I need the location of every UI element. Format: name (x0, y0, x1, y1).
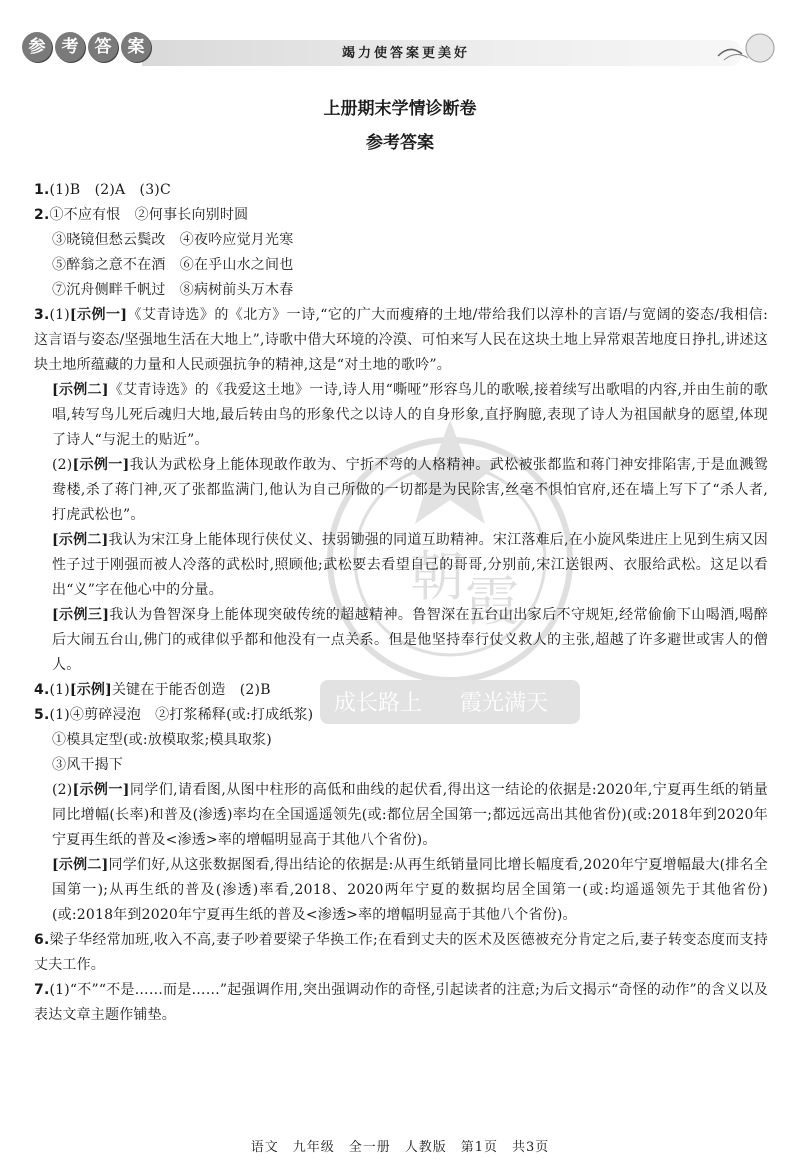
answer-text: (1)④剪碎浸泡 ②打浆稀释(或:打成纸浆) (49, 707, 314, 723)
answer-line (34, 228, 768, 253)
answer-text: ③风干揭下 (52, 757, 123, 773)
answer-content (34, 178, 768, 1028)
answer-line (34, 253, 768, 278)
answer-text: 《艾青诗选》的《我爱这土地》一诗,诗人用“嘶哑”形容鸟儿的歌喉,接着续写出歌唱的内容,并由生前的歌唱,转写鸟儿死后魂归大地,最后转由鸟的形象代之以诗人的自身形象,直抒胸臆,表现了诗人为祖国献身的愿望,体现了诗人“与泥土的贴近”。 (52, 382, 769, 448)
sub-number: (1) (49, 307, 70, 323)
answer-line (34, 978, 768, 1028)
question-number: 7. (34, 982, 50, 998)
watermark-slogan: 成长路上 (334, 691, 423, 716)
answer-line (34, 453, 768, 528)
example-label: [示例一] (72, 782, 130, 798)
question-number: 1. (34, 182, 50, 198)
answer-line (34, 303, 768, 378)
page-title: 上册期末学情诊断卷 (323, 99, 477, 119)
answer-text: ③晓镜但愁云鬓改 ④夜吟应觉月光寒 (52, 232, 294, 248)
example-label: [示例二] (52, 857, 109, 873)
sub-number: (1) (49, 682, 70, 698)
answer-line (34, 703, 768, 728)
answer-text: 我认为武松身上能体现敢作敢为、宁折不弯的人格精神。武松被张都监和蒋门神安排陷害,于是血溅鸳鸯楼,杀了蒋门神,灭了张都监满门,他认为自己所做的一切都是为民除害,丝毫不惧怕官府,还在墙上写下了“杀人者,打虎武松也”。 (52, 457, 769, 523)
answer-line (34, 178, 768, 203)
page-footer: 语文 九年级 全一册 人教版 第1页 共3页 (250, 1140, 550, 1155)
answer-text: ⑤醉翁之意不在酒 ⑥在乎山水之间也 (52, 257, 294, 273)
logo-char: 参 (22, 32, 52, 62)
question-number: 5. (34, 707, 50, 723)
watermark-char: 朝 (410, 545, 464, 608)
watermark-slogan: 霞光满天 (460, 691, 549, 716)
answer-text: 我认为宋江身上能体现行侠仗义、扶弱锄强的同道互助精神。宋江落难后,在小旋风柴进庄上见到生病又因性子过于刚强而被人冷落的武松时,照顾他;武松要去看望自己的哥哥,分别前,宋江送银两、衣服给武松。这足以看出“义”字在他心中的分量。 (52, 532, 768, 598)
answer-text: ⑦沉舟侧畔千帆过 ⑧病树前头万木春 (52, 282, 294, 298)
answer-line (34, 203, 768, 228)
answer-text: 《艾青诗选》的《北方》一诗,“它的广大而瘦瘠的土地/带给我们以淳朴的言语/与宽阔的姿态/我相信:这言语与姿态/坚强地生活在大地上”,诗歌中借大环境的冷漠、可怕来写人民在这块土地上异常艰苦地度日挣扎,讲述这块土地所蕴藏的力量和人民顽强抗争的精神,这是“对土地的歌吟”。 (34, 307, 768, 373)
answer-text: (1)B (2)A (3)C (49, 182, 171, 198)
logo-char: 答 (88, 32, 118, 62)
example-label: [示例三] (52, 607, 110, 623)
logo-char: 考 (55, 32, 85, 62)
answer-line (34, 853, 768, 928)
answer-text: 我认为鲁智深身上能体现突破传统的超越精神。鲁智深在五台山出家后不守规矩,经常偷偷下山喝酒,喝醉后大闹五台山,佛门的戒律似乎都和他没有一点关系。但是他坚持奉行仗义救人的主张,超越了许多避世或害人的僧人。 (52, 607, 768, 673)
question-number: 3. (34, 307, 50, 323)
sun-cloud-icon (716, 26, 776, 70)
answer-line (34, 603, 768, 678)
header-tagline: 竭力使答案更美好 (342, 46, 471, 61)
example-label: [示例一] (69, 307, 128, 323)
answer-line (34, 678, 768, 703)
question-number: 4. (34, 682, 50, 698)
page-header (22, 22, 782, 70)
answer-text: 关键在于能否创造 (2)B (111, 682, 271, 698)
answer-line (34, 778, 768, 853)
question-number: 2. (34, 207, 50, 223)
question-number: 6. (34, 932, 50, 948)
sub-number: (2) (52, 782, 73, 798)
answer-line (34, 753, 768, 778)
page-subtitle: 参考答案 (366, 133, 434, 153)
example-label: [示例] (69, 682, 112, 698)
answer-text: ①模具定型(或:放模取浆;模具取浆) (52, 732, 272, 748)
watermark-char: 霞 (465, 570, 519, 633)
answer-line (34, 528, 768, 603)
answer-logo (22, 32, 151, 62)
answer-text: 同学们,请看图,从图中柱形的高低和曲线的起伏看,得出这一结论的依据是:2020年,宁夏再生纸的销量同比增幅(长率)和普及(渗透)率均在全国遥遥领先(或:都位居全国第一;都远远高出其他省份)(或:2018年到2020年宁夏再生纸的普及<渗透>率的增幅明显高于其他八个省份)。 (52, 782, 769, 848)
logo-char: 案 (121, 32, 151, 62)
answer-line (34, 728, 768, 753)
answer-line (34, 928, 768, 978)
answer-text: (1)“不”“不是……而是……”起强调作用,突出强调动作的奇怪,引起读者的注意;为后文揭示“奇怪的动作”的含义以及表达文章主题作铺垫。 (34, 982, 768, 1023)
answer-text: ①不应有恨 ②何事长向别时圆 (49, 207, 249, 223)
answer-text: 梁子华经常加班,收入不高,妻子吵着要梁子华换工作;在看到丈夫的医术及医德被充分肯定之后,妻子转变态度而支持丈夫工作。 (34, 932, 768, 973)
sub-number: (2) (52, 457, 73, 473)
example-label: [示例二] (52, 382, 109, 398)
answer-text: 同学们好,从这张数据图看,得出结论的依据是:从再生纸销量同比增长幅度看,2020年宁夏增幅最大(排名全国第一);从再生纸的普及(渗透)率看,2018、2020两年宁夏的数据均居全国第一(或:均遥遥领先于其他省份)(或:2018年到2020年宁夏再生纸的普及<渗透>率的增幅明显高于其他八个省份)。 (52, 857, 768, 923)
example-label: [示例二] (52, 532, 109, 548)
answer-line (34, 278, 768, 303)
example-label: [示例一] (72, 457, 130, 473)
answer-line (34, 378, 768, 453)
